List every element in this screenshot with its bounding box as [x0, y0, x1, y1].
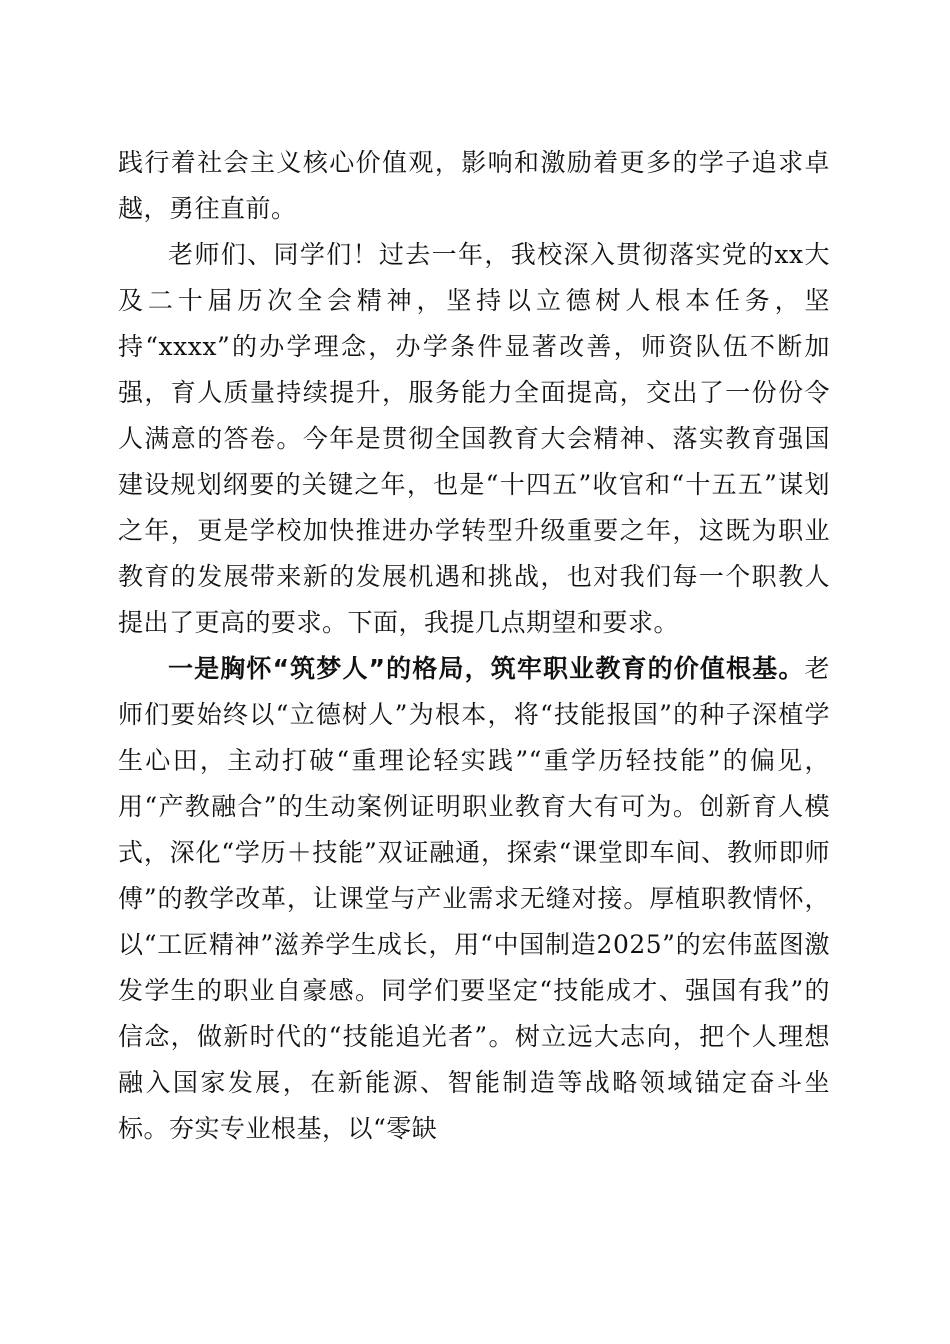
paragraph-continuation — [118, 140, 830, 232]
paragraph-text: 老师们要始终以“立德树人”为根本，将“技能报国”的种子深植学生心田，主动打破“重理论轻实践”“重学历轻技能”的偏见，用“产教融合”的生动案例证明职业教育大有可为。创新育人模式，深化“学历＋技能”双证融通，探索“课堂即车间、教师即师傅”的教学改革，让课堂与产业需求无缝对接。厚植职教情怀，以“工匠精神”滋养学生成长，用“中国制造2025”的宏伟蓝图激发学生的职业自豪感。同学们要坚定“技能成才、强国有我”的信念，做新时代的“技能追光者”。树立远大志向，把个人理想融入国家发展，在新能源、智能制造等战略领域锚定奋斗坐标。夯实专业根基，以“零缺 — [118, 654, 830, 1143]
paragraph-first-point — [118, 646, 830, 1152]
paragraph-text: 践行着社会主义核心价值观，影响和激励着更多的学子追求卓越，勇往直前。 — [118, 148, 830, 223]
paragraph-text: 老师们、同学们！过去一年，我校深入贯彻落实党的xx大及二十届历次全会精神，坚持以立德树人根本任务，坚持“xxxx”的办学理念，办学条件显著改善，师资队伍不断加强，育人质量持续提升，服务能力全面提高，交出了一份份令人满意的答卷。今年是贯彻全国教育大会精神、落实教育强国建设规划纲要的关键之年，也是“十四五”收官和“十五五”谋划之年，更是学校加快推进办学转型升级重要之年，这既为职业教育的发展带来新的发展机遇和挑战，也对我们每一个职教人提出了更高的要求。下面，我提几点期望和要求。 — [118, 240, 830, 637]
document-body — [118, 140, 830, 1152]
paragraph-lead-heading: 一是胸怀“筑梦人”的格局，筑牢职业教育的价值根基。 — [168, 654, 805, 683]
paragraph-review — [118, 232, 830, 646]
